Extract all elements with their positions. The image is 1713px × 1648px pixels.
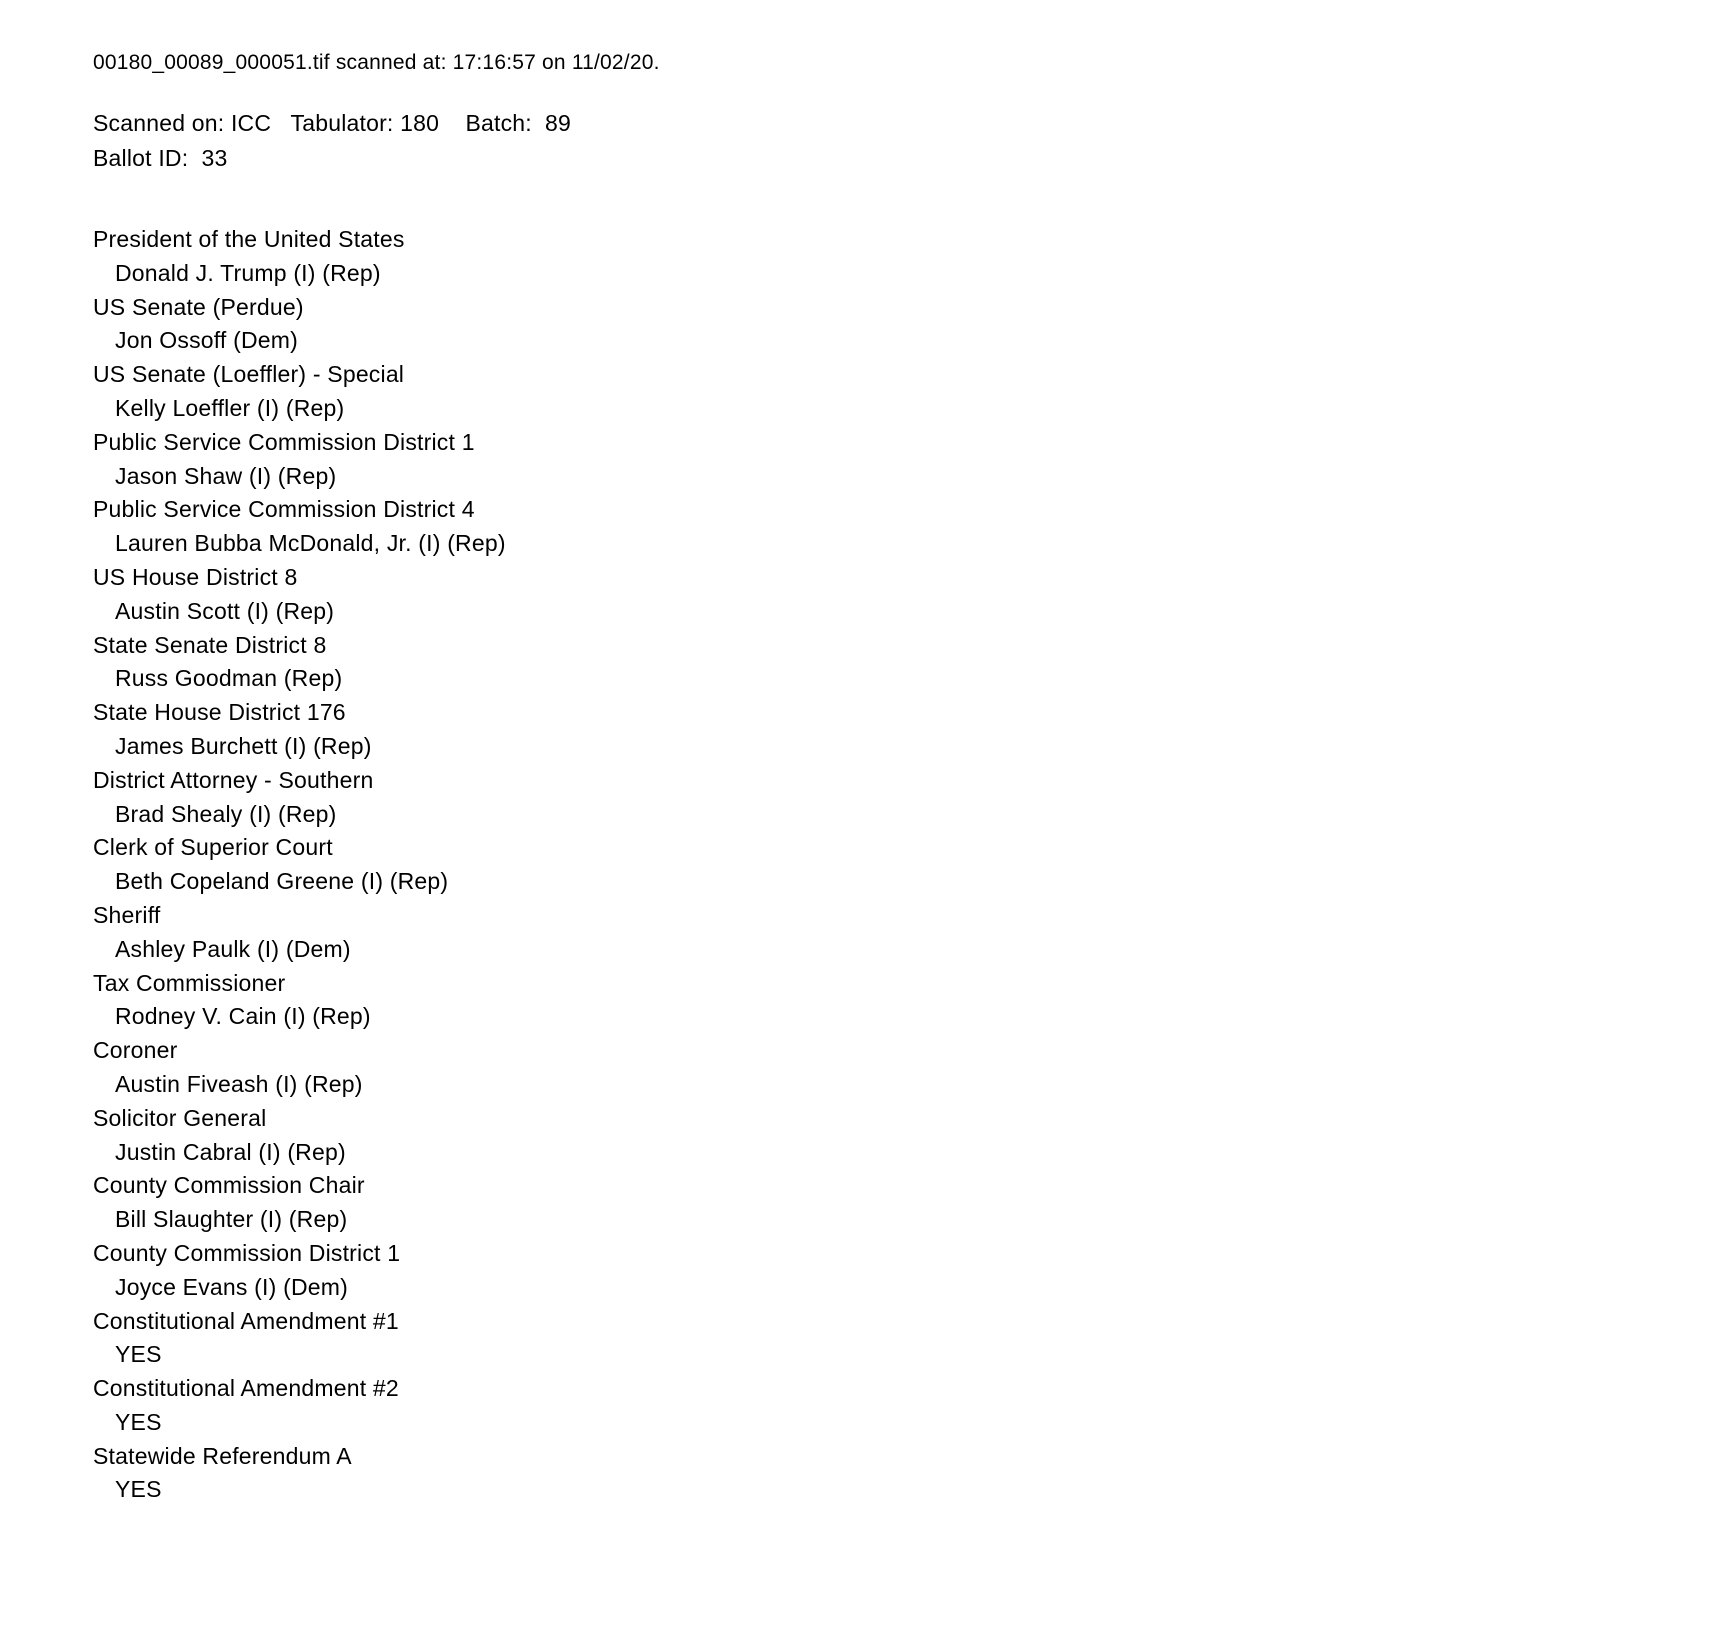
contest-selection: YES xyxy=(115,1476,162,1503)
contest-selection: Austin Scott (I) (Rep) xyxy=(115,597,335,624)
contest-title: County Commission Chair xyxy=(93,1172,365,1199)
contest-title: Constitutional Amendment #2 xyxy=(93,1375,399,1402)
contest-selection: YES xyxy=(115,1408,162,1435)
contest-title: Solicitor General xyxy=(93,1104,267,1131)
contest-title: Sheriff xyxy=(93,901,161,928)
contest-title: Constitutional Amendment #1 xyxy=(93,1307,399,1334)
contest-title: US Senate (Perdue) xyxy=(93,293,304,320)
contest-selection: Bill Slaughter (I) (Rep) xyxy=(115,1206,348,1233)
contest-title: District Attorney - Southern xyxy=(93,766,374,793)
contest-selection: Justin Cabral (I) (Rep) xyxy=(115,1138,346,1165)
contest-selection: Lauren Bubba McDonald, Jr. (I) (Rep) xyxy=(115,530,506,557)
contest-title: US Senate (Loeffler) - Special xyxy=(93,361,405,388)
contest-selection: Kelly Loeffler (I) (Rep) xyxy=(115,394,345,421)
contest-title: Statewide Referendum A xyxy=(93,1442,352,1469)
contest-title: Tax Commissioner xyxy=(93,969,286,996)
contest-selection: Brad Shealy (I) (Rep) xyxy=(115,800,337,827)
contest-selection: Jason Shaw (I) (Rep) xyxy=(115,462,337,489)
contest-title: Clerk of Superior Court xyxy=(93,834,333,861)
scan-filename-line: 00180_00089_000051.tif scanned at: 17:16:57 on 11/02/20. xyxy=(93,51,660,74)
contest-selection: Rodney V. Cain (I) (Rep) xyxy=(115,1003,371,1030)
contest-selection: Ashley Paulk (I) (Dem) xyxy=(115,935,351,962)
contest-selection: YES xyxy=(115,1341,162,1368)
contest-title: Public Service Commission District 1 xyxy=(93,428,475,455)
contest-title: State Senate District 8 xyxy=(93,631,327,658)
contest-title: US House District 8 xyxy=(93,563,298,590)
ballot-id-line: Ballot ID: 33 xyxy=(93,145,228,171)
contest-selection: Russ Goodman (Rep) xyxy=(115,665,343,692)
contest-title: President of the United States xyxy=(93,226,405,252)
contest-title: County Commission District 1 xyxy=(93,1239,401,1266)
contest-selection: Beth Copeland Greene (I) (Rep) xyxy=(115,868,449,895)
scan-meta-block xyxy=(93,106,1673,176)
contest-selection: James Burchett (I) (Rep) xyxy=(115,732,372,759)
contest-selection: Donald J. Trump (I) (Rep) xyxy=(115,259,381,286)
contest-list xyxy=(93,223,1673,1507)
contest-selection: Jon Ossoff (Dem) xyxy=(115,327,298,354)
contest-selection: Austin Fiveash (I) (Rep) xyxy=(115,1070,363,1097)
contest-title: State House District 176 xyxy=(93,699,346,726)
contest-title: Public Service Commission District 4 xyxy=(93,496,475,523)
contest-title: Coroner xyxy=(93,1037,178,1064)
scan-info-line: Scanned on: ICC Tabulator: 180 Batch: 89 xyxy=(93,110,572,136)
contest-selection: Joyce Evans (I) (Dem) xyxy=(115,1273,348,1300)
